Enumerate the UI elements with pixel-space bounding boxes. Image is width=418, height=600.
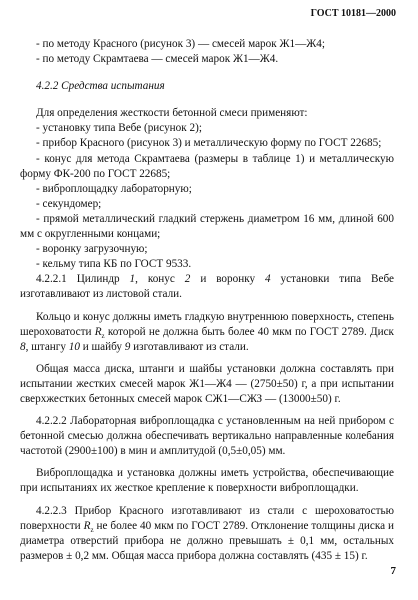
- paragraph-intro: Для определения жесткости бетонной смеси применяют:: [36, 107, 308, 120]
- page-header: ГОСТ 10181—2000: [310, 8, 396, 19]
- figure-ref: 2: [184, 273, 191, 286]
- paragraph-vibro: Виброплощадка и установка должны иметь устройства, обеспечивающие при испытаниях их жесткое крепление к поверхности виброплощадки.: [20, 467, 394, 495]
- roughness-subscript: z: [101, 331, 105, 340]
- list-item: - секундомер;: [36, 197, 102, 210]
- paragraph-ring: [20, 310, 394, 355]
- roughness-symbol: R: [94, 325, 102, 338]
- list-item: - кельму типа КБ по ГОСТ 9533.: [36, 258, 192, 271]
- figure-ref: 8: [20, 340, 26, 353]
- text-run: 4.2.2.3 Прибор Красного изготавливают из стали с шероховатостью поверхности: [20, 504, 394, 532]
- text-run: и шайбу: [79, 340, 125, 353]
- figure-ref: 4: [265, 273, 271, 286]
- figure-ref: 10: [68, 340, 80, 353]
- text-run: Кольцо и конус должны иметь гладкую внутреннюю поверхность, степень шероховатости: [20, 310, 394, 338]
- text-run: , штангу: [25, 340, 69, 353]
- list-item: - воронку загрузочную;: [36, 243, 148, 256]
- paragraph-mass: Общая масса диска, штанги и шайбы установки должна составлять при испытании жестких смесей марок Ж1—Ж4 — (2750±50) г, а при испытании сверхжестких бетонных смесей марок СЖ1—СЖЗ — (13000±50) г.: [20, 362, 394, 405]
- figure-ref: 1: [129, 273, 136, 286]
- text-run: которой не должна быть более 40 мкм по ГОСТ 2789. Диск: [104, 325, 394, 338]
- list-item: - прибор Красного (рисунок 3) и металлическую форму по ГОСТ 22685;: [36, 137, 382, 150]
- roughness-symbol: R: [83, 519, 91, 532]
- figure-ref: 9: [124, 340, 131, 353]
- text-run: , конус: [135, 273, 185, 286]
- list-item: - прямой металлический гладкий стержень диаметром 16 мм, длиной 600 мм с округленными концами;: [20, 212, 394, 241]
- page-number: 7: [390, 565, 396, 577]
- roughness-subscript: z: [90, 525, 94, 534]
- section-heading: 4.2.2 Средства испытания: [36, 80, 165, 93]
- text-run: не более 40 мкм по ГОСТ 2789. Отклонение толщины диска и диаметра отверстий прибора не должно превышать ± 0,1 мм, остальных размеров ± 0,2 мм. Общая масса прибора должна составлять (435 ± 15) г.: [20, 519, 394, 562]
- paragraph-4-2-2-1: [20, 272, 394, 302]
- text-run: и воронку: [190, 273, 266, 286]
- list-line: - по методу Скрамтаева — смесей марок Ж1—Ж4.: [36, 53, 279, 66]
- list-item: - виброплощадку лабораторную;: [36, 182, 192, 195]
- paragraph-4-2-2-2: 4.2.2.2 Лабораторная виброплощадка с установленным на ней прибором с бетонной смесью должна обеспечивать вертикально направленные колебания частотой (2900±100) в мин и амплитудой (0,5±0,05) мм.: [20, 415, 394, 458]
- document-body: [20, 37, 394, 564]
- list-item: - конус для метода Скрамтаева (размеры в таблице 1) и металлическую форму ФК-200 по ГОСТ 22685;: [20, 152, 394, 180]
- text-run: 4.2.2.1 Цилиндр: [36, 273, 130, 286]
- text-run: установки типа Вебе изготавливают из листовой стали.: [20, 273, 394, 301]
- text-run: изготавливают из стали.: [130, 340, 249, 353]
- list-line: - по методу Красного (рисунок 3) — смесей марок Ж1—Ж4;: [36, 38, 326, 50]
- list-item: - установку типа Вебе (рисунок 2);: [36, 122, 202, 135]
- paragraph-4-2-2-3: [20, 504, 394, 564]
